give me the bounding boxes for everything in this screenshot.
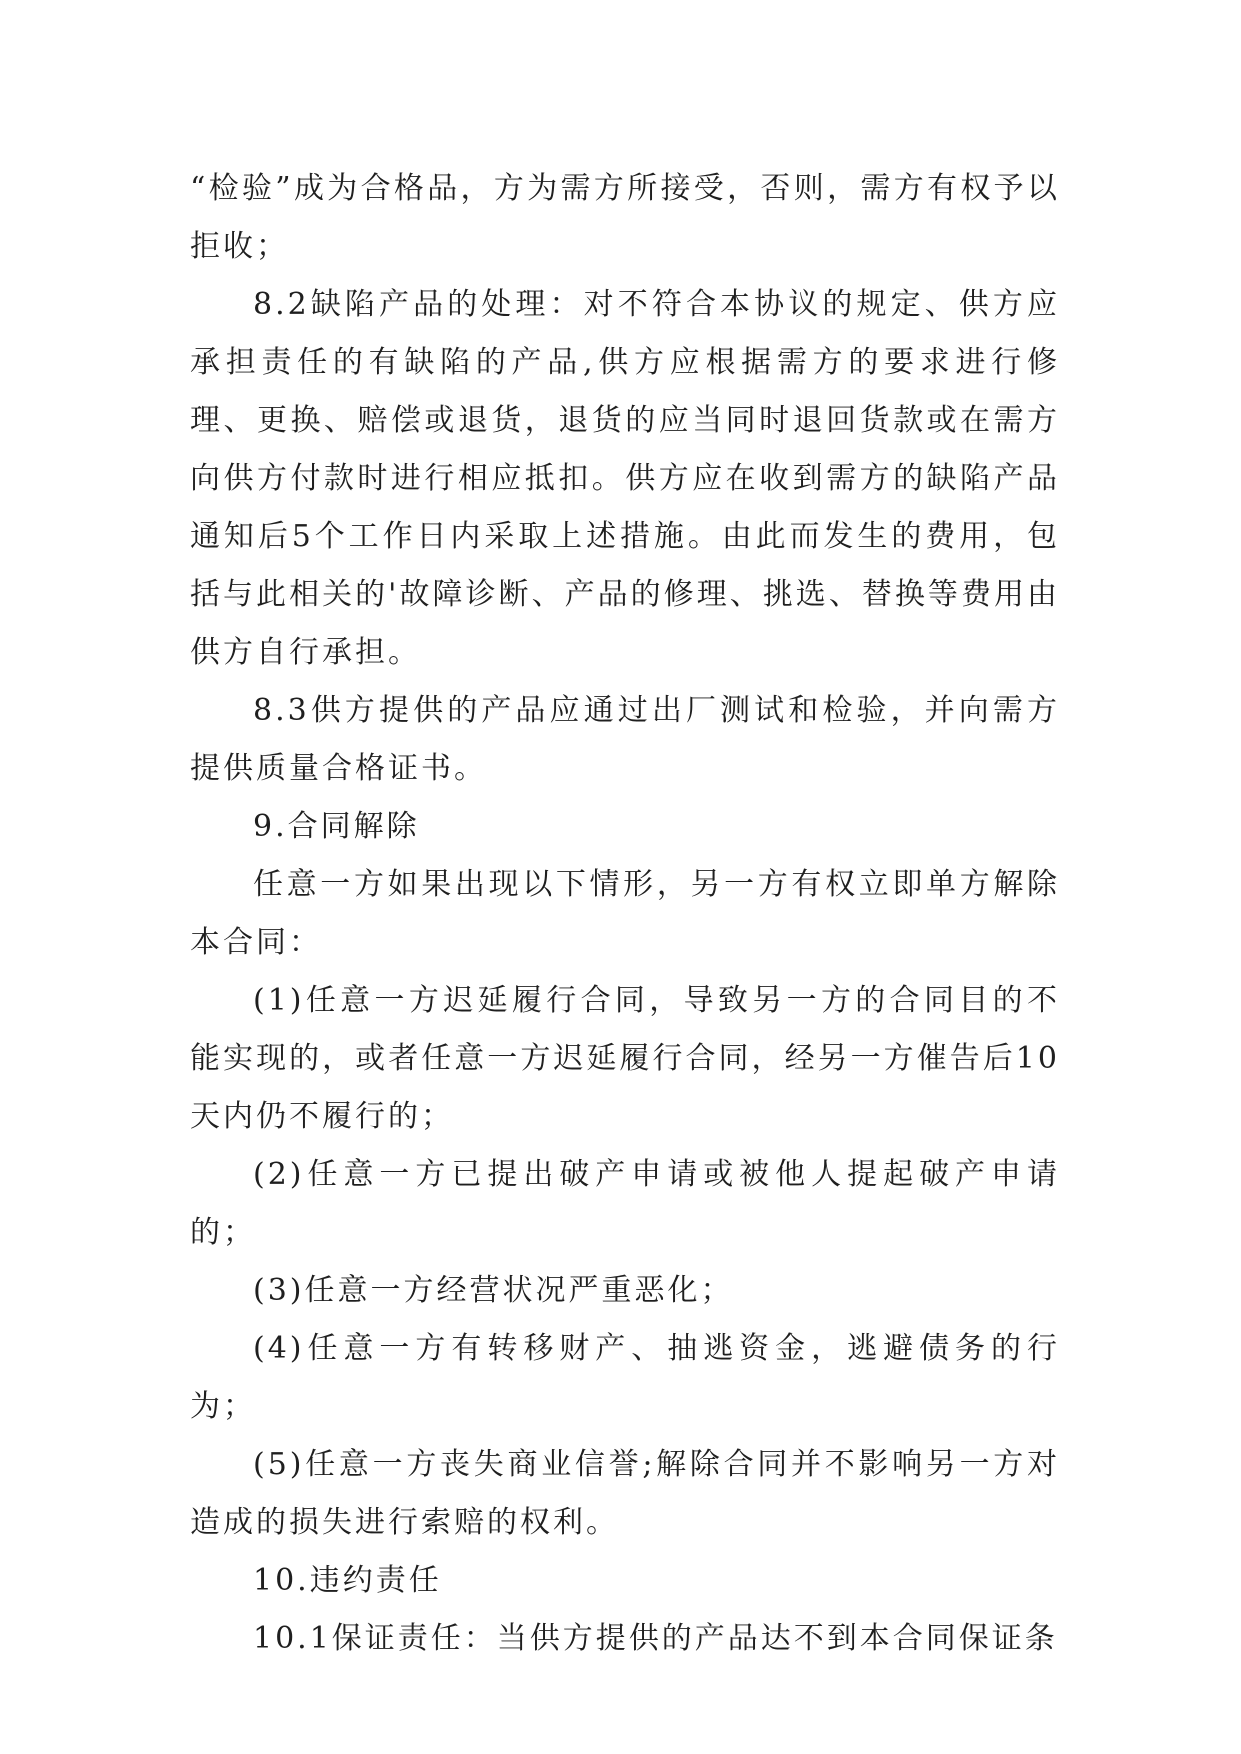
list-item-4: (4)任意一方有转移财产、抽逃资金，逃避债务的行为；	[190, 1331, 1060, 1424]
list-item-2: (2)任意一方已提出破产申请或被他人提起破产申请的；	[190, 1157, 1060, 1250]
list-item-1: (1)任意一方迟延履行合同，导致另一方的合同目的不能实现的，或者任意一方迟延履行合同，经另一方催告后10天内仍不履行的；	[190, 983, 1060, 1134]
list-item-3: (3)任意一方经营状况严重恶化；	[253, 1273, 734, 1308]
heading-10-liability: 10.违约责任	[253, 1563, 442, 1598]
paragraph-termination-conditions: 任意一方如果出现以下情形，另一方有权立即单方解除本合同：	[190, 867, 1060, 960]
paragraph-8-3-quality-certificate: 8.3供方提供的产品应通过出厂测试和检验，并向需方提供质量合格证书。	[190, 693, 1060, 786]
paragraph-inspection-acceptance: “检验”成为合格品，方为需方所接受，否则，需方有权予以拒收；	[190, 171, 1060, 264]
heading-9-contract-termination: 9.合同解除	[253, 809, 420, 844]
paragraph-8-2-defective-products: 8.2缺陷产品的处理：对不符合本协议的规定、供方应承担责任的有缺陷的产品,供方应根据需方的要求进行修理、更换、赔偿或退货，退货的应当同时退回货款或在需方向供方付款时进行相应抵扣。供方应在收到需方的缺陷产品通知后5个工作日内采取上述措施。由此而发生的费用，包括与此相关的'故障诊断、产品的修理、挑选、替换等费用由供方自行承担。	[190, 287, 1060, 670]
document-body	[190, 160, 1060, 1668]
list-item-5: (5)任意一方丧失商业信誉;解除合同并不影响另一方对造成的损失进行索赔的权利。	[190, 1447, 1060, 1540]
paragraph-10-1-warranty: 10.1保证责任：当供方提供的产品达不到本合同保证条	[253, 1621, 1058, 1656]
